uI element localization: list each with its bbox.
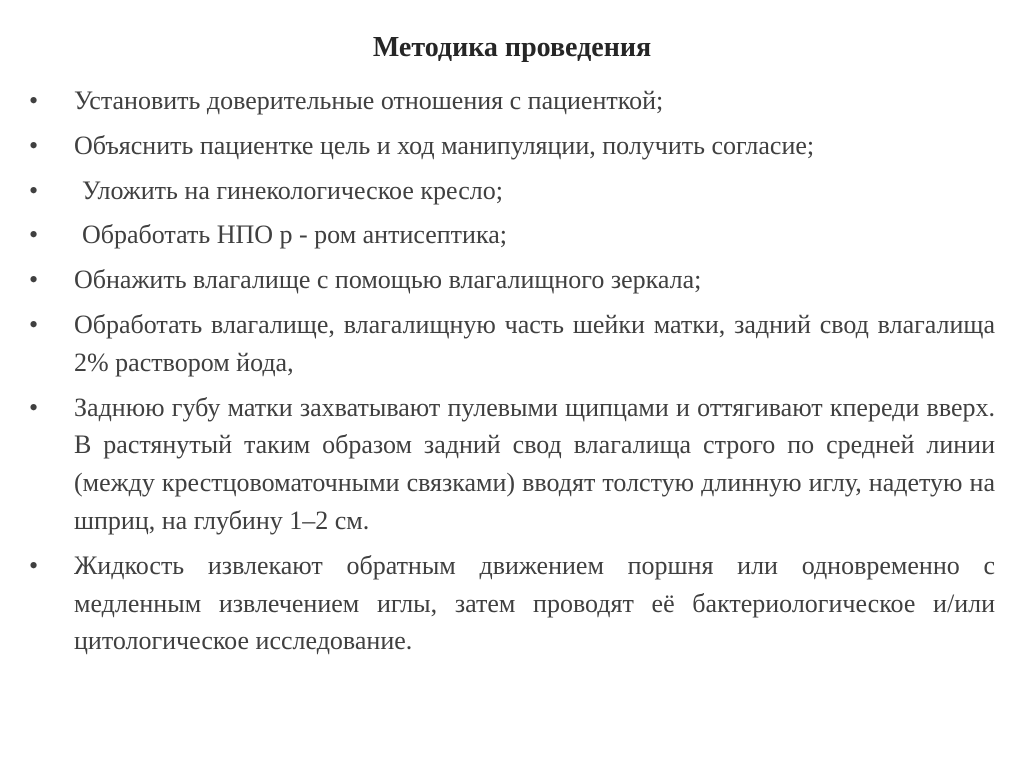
- list-item: [29, 216, 995, 254]
- bullet-point-icon: •: [29, 265, 39, 295]
- list-item: [29, 172, 995, 210]
- list-item: [29, 547, 995, 660]
- bullet-point-icon: •: [29, 175, 39, 205]
- list-item-text: Обнажить влагалище с помощью влагалищного зеркала;: [74, 265, 702, 295]
- bullet-point-icon: •: [29, 550, 39, 580]
- list-item-text: Заднюю губу матки захватывают пулевыми щипцами и оттягивают кпереди вверх. В растянутый таким образом задний свод влагалища строго по средней линии (между крестцовоматочными связками) вводят толстую длинную иглу, надетую на шприц, на глубину 1–2 см.: [74, 392, 995, 535]
- list-item: [29, 306, 995, 382]
- bullet-point-icon: •: [29, 392, 39, 422]
- list-item-text: Уложить на гинекологическое кресло;: [82, 175, 503, 205]
- list-item: [29, 261, 995, 299]
- bullet-point-icon: •: [29, 220, 39, 250]
- list-item: [29, 82, 995, 120]
- list-item-text: Установить доверительные отношения с пациенткой;: [74, 86, 664, 115]
- list-item-text: Обработать НПО р - ром антисептика;: [82, 220, 507, 250]
- list-item: [29, 127, 995, 165]
- slide-title: Методика проведения: [372, 32, 652, 63]
- bullet-point-icon: •: [29, 130, 39, 160]
- bullet-list: [29, 82, 995, 667]
- bullet-point-icon: •: [29, 86, 39, 115]
- list-item-text: Обработать влагалище, влагалищную часть шейки матки, задний свод влагалища 2% раствором йода,: [74, 309, 995, 377]
- list-item-text: Жидкость извлекают обратным движением поршня или одновременно с медленным извлечением иглы, затем проводят её бактериологическое и/или цитологическое исследование.: [74, 550, 995, 656]
- list-item-text: Объяснить пациентке цель и ход манипуляции, получить согласие;: [74, 130, 815, 160]
- list-item: [29, 389, 995, 540]
- bullet-point-icon: •: [29, 309, 39, 339]
